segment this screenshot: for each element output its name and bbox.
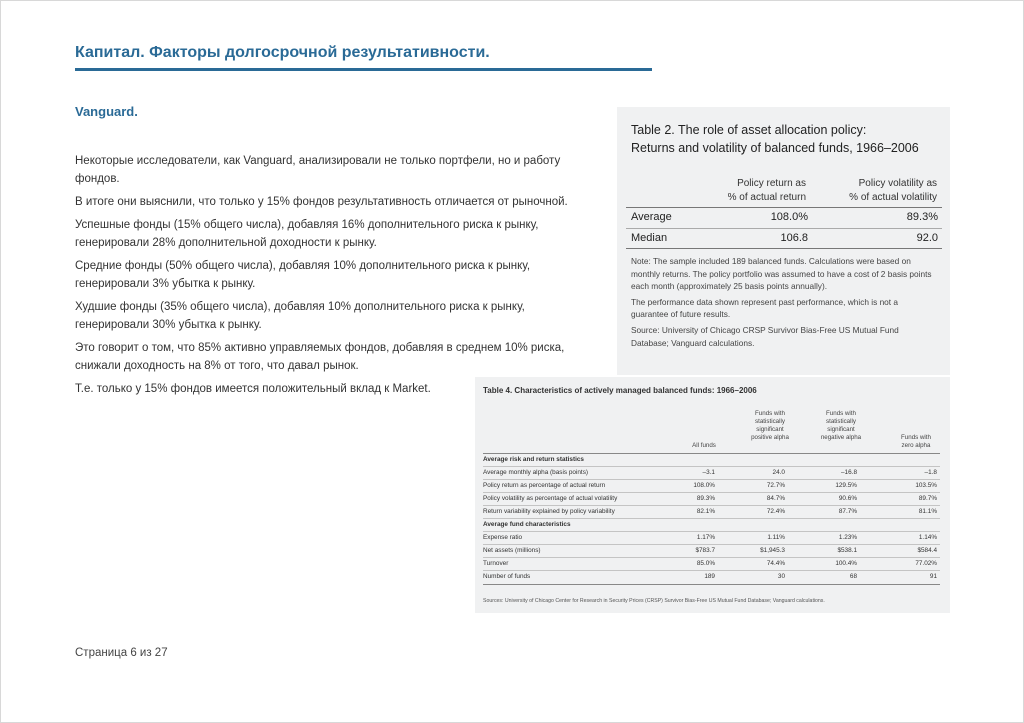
row-value: 84.7%: [766, 495, 785, 502]
note: Source: University of Chicago CRSP Survivor Bias-Free US Mutual Fund Database; Vanguard calculations.: [631, 324, 899, 348]
table-2-col-policy-return: [728, 177, 806, 205]
table-4-col-zero-alpha: [883, 434, 949, 450]
col-header-line: significant: [756, 426, 784, 433]
row-label: Average monthly alpha (basis points): [483, 469, 589, 476]
note: Note: The sample included 189 balanced funds. Calculations were based on monthly returns. The policy portfolio was assumed to have a cost of 2 basis points each month (approximately 25 basis points annually).: [631, 256, 932, 292]
row-label: Turnover: [483, 560, 509, 567]
col-header-line: Funds with: [826, 410, 856, 417]
table-4-title: Table 4. Characteristics of actively managed balanced funds: 1966–2006: [483, 386, 757, 395]
row-value: 1.23%: [838, 534, 857, 541]
row-value: $1,945.3: [760, 547, 785, 554]
row-value: 90.6%: [838, 495, 857, 502]
row-value: 1.14%: [918, 534, 937, 541]
row-value: 30: [777, 573, 785, 580]
table-4-source: Sources: University of Chicago Center for Research in Security Prices (CRSP) Survivor Bias-Free US Mutual Fund Database; Vanguard calculations.: [483, 598, 825, 604]
table-row: [483, 479, 940, 492]
section-label: Average risk and return statistics: [483, 456, 584, 463]
row-value: 85.0%: [696, 560, 715, 567]
table-row: [483, 505, 940, 518]
col-header-line: positive alpha: [751, 434, 789, 441]
section-subtitle: Vanguard.: [75, 104, 138, 119]
row-value: –16.8: [841, 469, 857, 476]
row-value: 82.1%: [696, 508, 715, 515]
row-value: 108.0%: [693, 482, 715, 489]
page-title: Капитал. Факторы долгосрочной результативности.: [75, 44, 490, 61]
table-row: [483, 531, 940, 544]
table-4-col-all-funds: [671, 442, 737, 450]
paragraph: Это говорит о том, что 85% активно управляемых фондов, добавляя в среднем 10% риска, снижали доходность на 8% от того, что давал рынок.: [75, 342, 565, 372]
col-header-line: negative alpha: [820, 434, 862, 441]
row-value: 189: [704, 573, 715, 580]
row-value: $538.1: [837, 547, 857, 554]
col-header-line: Policy return as: [737, 178, 806, 189]
table-4-col-positive-alpha: [737, 410, 803, 442]
row-label: Return variability explained by policy variability: [483, 508, 615, 515]
row-value: 1.11%: [767, 534, 785, 541]
row-label: Median: [631, 232, 668, 244]
col-header-line: % of actual return: [727, 192, 806, 203]
paragraph: Худшие фонды (35% общего числа), добавляя 10% дополнительного риска к рынку, генерировали 30% убытка к рынку.: [75, 301, 525, 331]
paragraph: В итоге они выяснили, что только у 15% фондов результативность отличается от рыночной.: [75, 196, 568, 208]
row-value: 103.5%: [915, 482, 937, 489]
table-4-rule: [483, 584, 940, 585]
table-2-col-policy-volatility: [849, 177, 937, 205]
row-value: –1.8: [924, 469, 937, 476]
note: The performance data shown represent past performance, which is not a guarantee of future results.: [631, 296, 899, 320]
col-header-line: Funds with: [755, 410, 785, 417]
row-label: Net assets (millions): [483, 547, 541, 554]
row-label: Policy return as percentage of actual return: [483, 482, 606, 489]
table-section-header: [483, 518, 940, 531]
table-row: [631, 208, 938, 228]
row-value: $783.7: [695, 547, 715, 554]
row-value: 81.1%: [918, 508, 937, 515]
row-value: 100.4%: [835, 560, 857, 567]
row-label: Average: [631, 211, 672, 223]
row-value: 106.8: [780, 232, 808, 244]
table-2-title-line: Table 2. The role of asset allocation policy:: [631, 123, 867, 137]
row-value: 129.5%: [835, 482, 857, 489]
table-row: [483, 544, 940, 557]
row-label: Policy volatility as percentage of actual volatility: [483, 495, 618, 502]
table-row: [483, 492, 940, 505]
row-value: 89.7%: [918, 495, 937, 502]
row-value: 91: [929, 573, 937, 580]
table-2-notes: [631, 255, 936, 352]
row-value: 68: [849, 573, 857, 580]
table-row: [631, 229, 938, 249]
table-4-panel: [475, 377, 950, 613]
table-2-title-line: Returns and volatility of balanced funds, 1966–2006: [631, 141, 919, 155]
col-header-line: statistically: [755, 418, 785, 425]
col-header-line: statistically: [826, 418, 856, 425]
table-row: [483, 557, 940, 570]
col-header-line: All funds: [692, 442, 716, 449]
paragraph: Средние фонды (50% общего числа), добавляя 10% дополнительного риска к рынку, генерировали 3% убытка к рынку.: [75, 260, 531, 290]
table-2-panel: [617, 107, 950, 375]
row-value: 74.4%: [766, 560, 785, 567]
row-value: 72.7%: [766, 482, 785, 489]
table-row: [483, 570, 940, 583]
row-value: 72.4%: [766, 508, 785, 515]
table-section-header: [483, 453, 940, 466]
paragraph: Успешные фонды (15% общего числа), добавляя 16% дополнительного риска к рынку, генерировали 28% дополнительной доходности к рынку.: [75, 219, 539, 249]
row-value: 24.0: [772, 469, 785, 476]
col-header-line: Funds with: [901, 434, 931, 441]
row-value: 89.3%: [906, 211, 938, 223]
col-header-line: significant: [827, 426, 855, 433]
title-underline: [75, 68, 652, 71]
row-value: 77.02%: [915, 560, 937, 567]
row-value: 87.7%: [838, 508, 857, 515]
row-value: –3.1: [702, 469, 715, 476]
col-header-line: Policy volatility as: [858, 178, 937, 189]
section-label: Average fund characteristics: [483, 521, 571, 528]
col-header-line: % of actual volatility: [849, 192, 937, 203]
col-header-line: zero alpha: [901, 442, 931, 449]
row-value: 92.0: [916, 232, 938, 244]
paragraph: Т.е. только у 15% фондов имеется положительный вклад к Market.: [75, 383, 431, 395]
row-value: 89.3%: [696, 495, 715, 502]
table-row: [483, 466, 940, 479]
row-value: 1.17%: [696, 534, 715, 541]
row-label: Expense ratio: [483, 534, 523, 541]
table-2-title: [631, 121, 919, 157]
paragraph: Некоторые исследователи, как Vanguard, анализировали не только портфели, но и работу фондов.: [75, 155, 561, 185]
table-4-col-negative-alpha: [808, 410, 874, 442]
body-text: [75, 152, 595, 403]
row-label: Number of funds: [483, 573, 531, 580]
page-number: Страница 6 из 27: [75, 647, 168, 659]
row-value: $584.4: [917, 547, 937, 554]
table-2-rule: [626, 248, 942, 249]
row-value: 108.0%: [770, 211, 808, 223]
